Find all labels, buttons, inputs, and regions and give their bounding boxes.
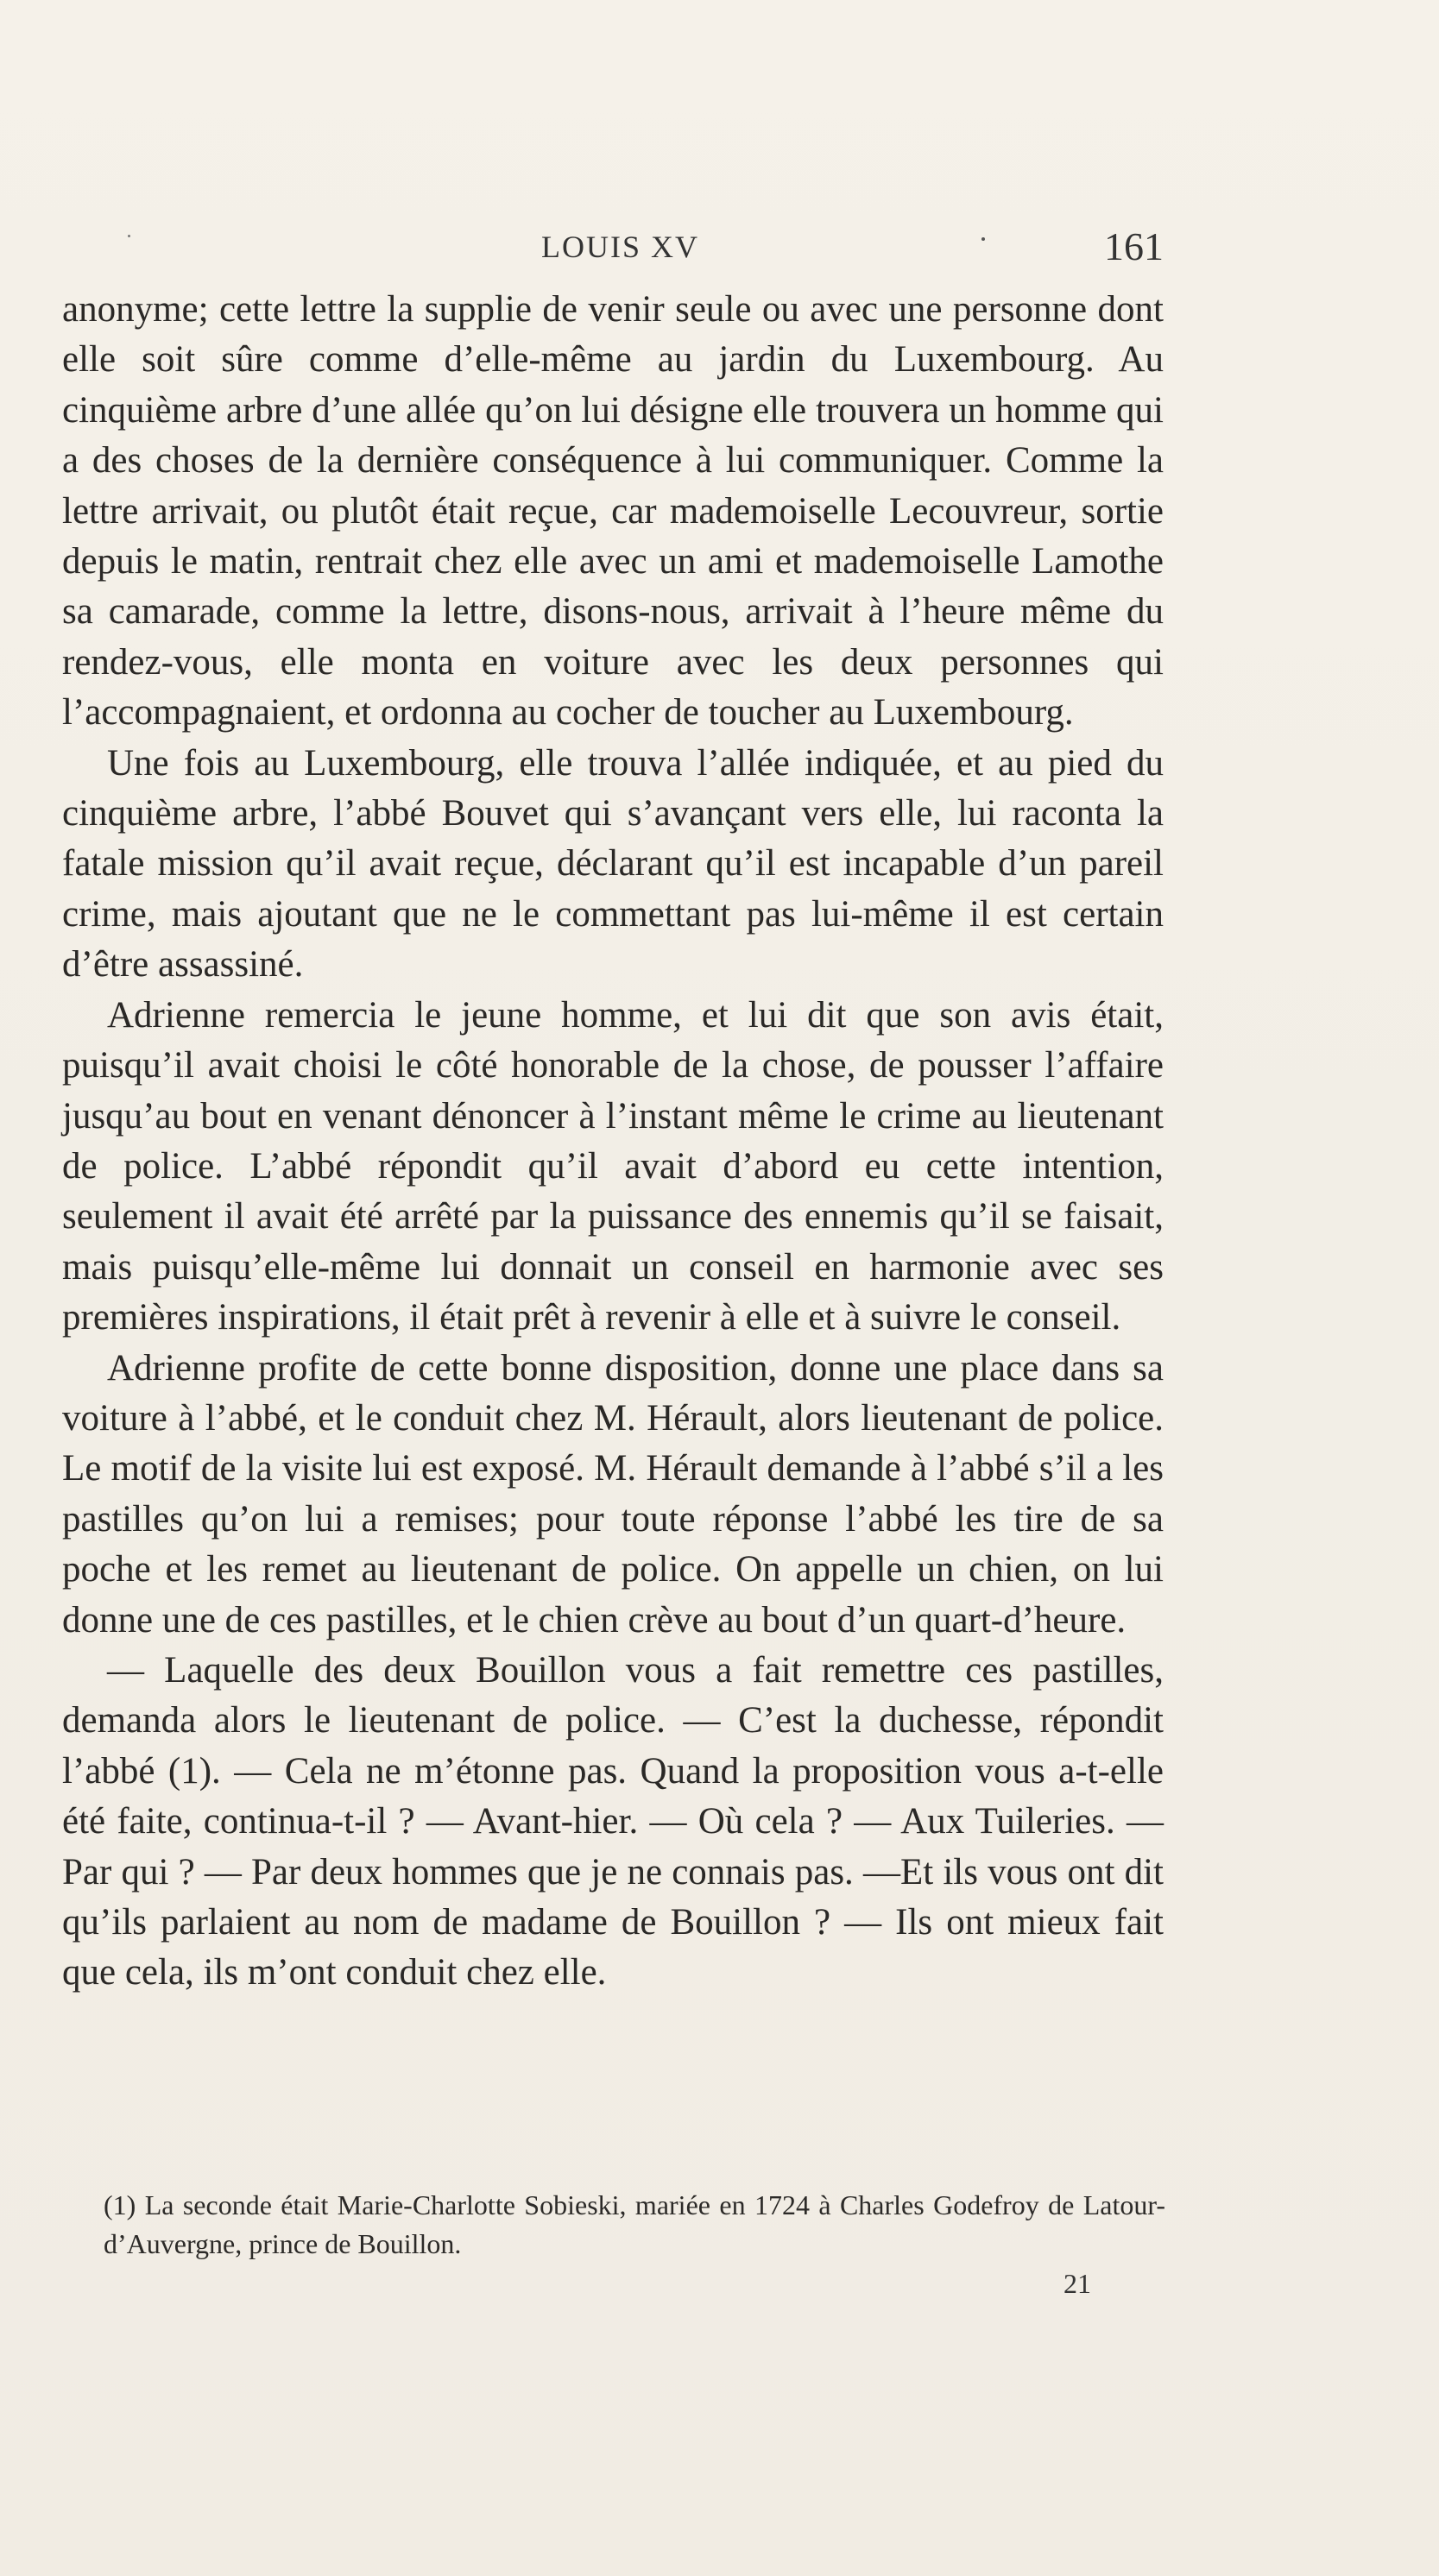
paragraph: Adrienne profite de cette bonne disposition, donne une place dans sa voiture à l’abbé, et le conduit chez M. Hérault, alors lieutenant de police. Le motif de la visite lui est exposé. M. Hérault demande à l’abbé s’il a les pastilles qu’on lui a remises; pour toute réponse l’abbé les tire de sa poche et les remet au lieutenant de police. On appelle un chien, on lui donne une de ces pastilles, et le chien crève au bout d’un quart-d’heure. xyxy=(62,1347,1164,1641)
running-title: LOUIS XV xyxy=(541,230,699,264)
paragraph: Une fois au Luxembourg, elle trouva l’allée indiquée, et au pied du cinquième arbre, l’abbé Bouvet qui s’avançant vers elle, lui raconta la fatale mission qu’il avait reçue, déclarant qu’il est incapable d’un pareil crime, mais ajoutant que ne le commettant pas lui-même il est certain d’être assassiné. xyxy=(62,742,1164,986)
running-header xyxy=(62,224,1164,272)
signature-mark: 21 xyxy=(1063,2268,1091,2299)
print-speck xyxy=(981,237,985,241)
body-text xyxy=(62,285,1164,1999)
paragraph: — Laquelle des deux Bouillon vous a fait remettre ces pastilles, demanda alors le lieutenant de police. — C’est la duchesse, répondit l’abbé (1). — Cela ne m’étonne pas. Quand la proposition vous a-t-elle été faite, continua-t-il ? — Avant-hier. — Où cela ? — Aux Tuileries. — Par qui ? — Par deux hommes que je ne connais pas. —Et ils vous ont dit qu’ils parlaient au nom de madame de Bouillon ? — Ils ont mieux fait que cela, ils m’ont conduit chez elle. xyxy=(62,1649,1164,1993)
paragraph: anonyme; cette lettre la supplie de venir seule ou avec une personne dont elle soit sûre comme d’elle-même au jardin du Luxembourg. Au cinquième arbre d’une allée qu’on lui désigne elle trouvera un homme qui a des choses de la dernière conséquence à lui communiquer. Comme la lettre arrivait, ou plutôt était reçue, car mademoiselle Lecouvreur, sortie depuis le matin, rentrait chez elle avec un ami et mademoiselle Lamothe sa camarade, comme la lettre, disons-nous, arrivait à l’heure même du rendez-vous, elle monta en voiture avec les deux personnes qui l’accompagnaient, et ordonna au cocher de toucher au Luxembourg. xyxy=(62,289,1164,734)
footnote: (1) La seconde était Marie-Charlotte Sobieski, mariée en 1724 à Charles Godefroy de Latour-d’Auvergne, prince de Bouillon. xyxy=(104,2189,1165,2259)
page-number: 161 xyxy=(1104,224,1164,268)
paragraph: Adrienne remercia le jeune homme, et lui dit que son avis était, puisqu’il avait choisi le côté honorable de la chose, de pousser l’affaire jusqu’au bout en venant dénoncer à l’instant même le crime au lieutenant de police. L’abbé répondit qu’il avait d’abord eu cette intention, seulement il avait été arrêté par la puissance des ennemis qu’il se faisait, mais puisqu’elle-même lui donnait un conseil en harmonie avec ses premières inspirations, il était prêt à revenir à elle et à suivre le conseil. xyxy=(62,994,1164,1338)
